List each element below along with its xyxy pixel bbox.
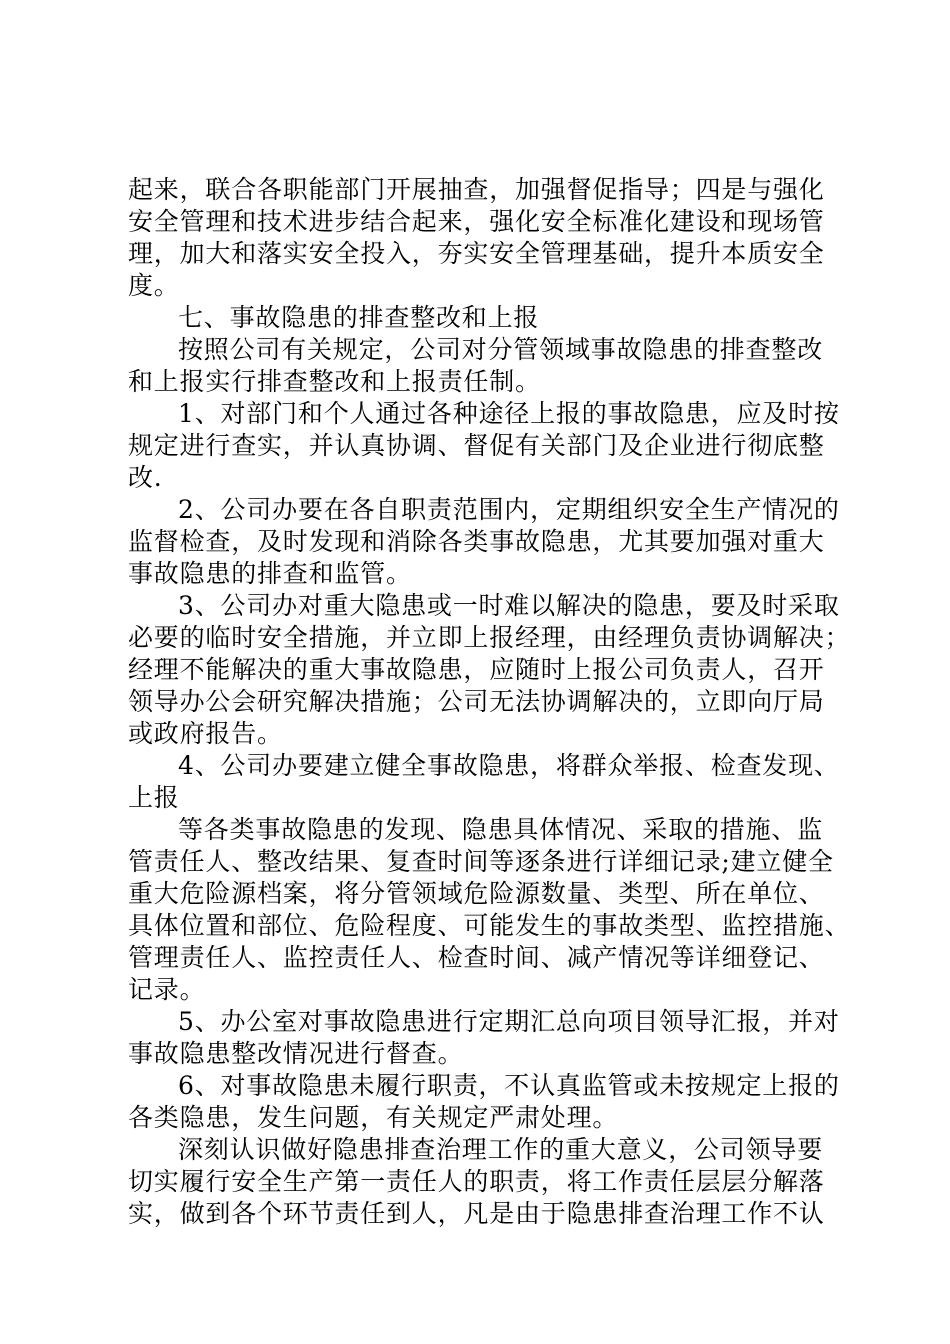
text-line: 管理责任人、监控责任人、检查时间、减产情况等详细登记、 bbox=[128, 943, 825, 972]
text-line: 起来，联合各职能部门开展抽查，加强督促指导；四是与强化 bbox=[128, 175, 825, 204]
list-item-start: 2、公司办要在各自职责范围内，定期组织安全生产情况的 bbox=[178, 495, 840, 524]
text-line: 领导办公会研究解决措施；公司无法协调解决的，立即向厅局 bbox=[128, 687, 825, 716]
text-line: 管责任人、整改结果、复查时间等逐条进行详细记录;建立健全 bbox=[128, 847, 834, 876]
list-item-start: 5、办公室对事故隐患进行定期汇总向项目领导汇报，并对 bbox=[178, 1007, 840, 1036]
text-line: 事故隐患整改情况进行督查。 bbox=[128, 1039, 464, 1068]
paragraph-start: 等各类事故隐患的发现、隐患具体情况、采取的措施、监 bbox=[178, 815, 824, 844]
text-line: 经理不能解决的重大事故隐患，应随时上报公司负责人，召开 bbox=[128, 655, 825, 684]
list-item-start: 6、对事故隐患未履行职责，不认真监管或未按规定上报的 bbox=[178, 1071, 840, 1100]
text-line: 度。 bbox=[128, 271, 180, 300]
text-line: 或政府报告。 bbox=[128, 719, 283, 748]
list-item-start: 3、公司办对重大隐患或一时难以解决的隐患，要及时采取 bbox=[178, 591, 840, 620]
section-heading: 七、事故隐患的排查整改和上报 bbox=[178, 303, 540, 332]
text-line: 切实履行安全生产第一责任人的职责，将工作责任层层分解落 bbox=[128, 1167, 825, 1196]
text-line: 记录。 bbox=[128, 975, 206, 1004]
text-line: 各类隐患，发生问题，有关规定严肃处理。 bbox=[128, 1103, 619, 1132]
text-line: 监督检查，及时发现和消除各类事故隐患，尤其要加强对重大 bbox=[128, 527, 825, 556]
text-line: 改. bbox=[128, 463, 163, 492]
text-line: 安全管理和技术进步结合起来，强化安全标准化建设和现场管 bbox=[128, 207, 825, 236]
text-line: 重大危险源档案，将分管领域危险源数量、类型、所在单位、 bbox=[128, 879, 825, 908]
text-line: 必要的临时安全措施，并立即上报经理，由经理负责协调解决； bbox=[128, 623, 851, 652]
text-line: 事故隐患的排查和监管。 bbox=[128, 559, 412, 588]
paragraph-start: 按照公司有关规定，公司对分管领域事故隐患的排查整改 bbox=[178, 335, 824, 364]
list-item-start: 1、对部门和个人通过各种途径上报的事故隐患，应及时按 bbox=[178, 399, 840, 428]
paragraph-start: 深刻认识做好隐患排查治理工作的重大意义，公司领导要 bbox=[178, 1135, 824, 1164]
text-line: 理，加大和落实安全投入，夯实安全管理基础，提升本质安全 bbox=[128, 239, 825, 268]
list-item-start: 4、公司办要建立健全事故隐患，将群众举报、检查发现、 bbox=[178, 751, 840, 780]
text-line: 规定进行查实，并认真协调、督促有关部门及企业进行彻底整 bbox=[128, 431, 825, 460]
text-line: 上报 bbox=[128, 783, 180, 812]
text-line: 和上报实行排查整改和上报责任制。 bbox=[128, 367, 541, 396]
text-line: 具体位置和部位、危险程度、可能发生的事故类型、监控措施、 bbox=[128, 911, 851, 940]
text-line: 实，做到各个环节责任到人，凡是由于隐患排查治理工作不认 bbox=[128, 1199, 825, 1228]
